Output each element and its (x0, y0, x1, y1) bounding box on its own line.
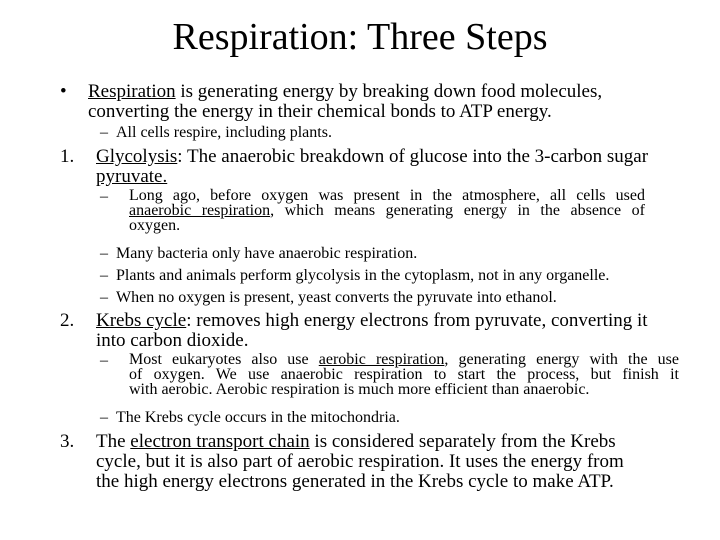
step3-pre: The (96, 431, 131, 452)
step1-sub-2 (100, 245, 680, 262)
step3-line3: the high energy electrons generated in the Krebs cycle to make ATP. (96, 471, 614, 492)
step2-text-b: into carbon dioxide. (96, 330, 249, 351)
step-number: 2. (60, 310, 75, 331)
step1-sub1-line3: oxygen. (129, 217, 181, 234)
step-number: 3. (60, 431, 75, 452)
step1-sub3-text: Plants and animals perform glycolysis in the cytoplasm, not in any organelle. (116, 267, 610, 284)
step1-sub2-text: Many bacteria only have anaerobic respiration. (116, 245, 418, 262)
step-number: 1. (60, 146, 75, 167)
bullet-marker: • (60, 81, 67, 102)
krebs-cycle-term: Krebs cycle (96, 310, 187, 331)
step2-sub1-line3: with aerobic. Aerobic respiration is much more efficient than anaerobic. (129, 381, 590, 398)
anaerobic-respiration-term: anaerobic respiration (129, 202, 271, 219)
step2-text-a: : removes high energy electrons from pyruvate, converting it (186, 310, 648, 331)
step3-line2: cycle, but it is also part of aerobic respiration. It uses the energy from (96, 451, 624, 472)
electron-transport-chain-term: electron transport chain (130, 431, 310, 452)
respiration-term: Respiration (88, 81, 176, 102)
step1-sub-3 (100, 267, 700, 284)
dash-marker: – (100, 409, 108, 426)
step2-sub1-pre: Most eukaryotes also use (129, 351, 319, 368)
step2-sub1-post: , generating energy with the use (444, 351, 679, 368)
intro-sub-item (100, 124, 660, 141)
step2-sub1-line2: of oxygen. We use anaerobic respiration to start the process, but finish it (129, 366, 679, 383)
step1-sub4-text: When no oxygen is present, yeast converts the pyruvate into ethanol. (116, 289, 557, 306)
step2-sub-2 (100, 409, 680, 426)
dash-marker: – (100, 289, 108, 306)
glycolysis-term: Glycolysis (96, 146, 178, 167)
slide-title: Respiration: Three Steps (172, 16, 548, 58)
intro-text-line1: is generating energy by breaking down food molecules, (175, 81, 603, 102)
dash-marker: – (100, 352, 108, 369)
dash-marker: – (100, 245, 108, 262)
step1-sub1-line2: , which means generating energy in the absence of (270, 202, 645, 219)
aerobic-respiration-term: aerobic respiration (318, 351, 445, 368)
dash-marker: – (100, 124, 108, 141)
dash-marker: – (100, 267, 108, 284)
step1-sub1-line1: Long ago, before oxygen was present in the atmosphere, all cells used (129, 187, 645, 204)
step1-text-b: pyruvate. (96, 166, 168, 187)
step1-sub-4 (100, 289, 680, 306)
intro-sub-text: All cells respire, including plants. (116, 124, 332, 141)
step3-line1-post: is considered separately from the Krebs (309, 431, 616, 452)
step2-sub2-text: The Krebs cycle occurs in the mitochondria. (116, 409, 400, 426)
step1-text-a: : The anaerobic breakdown of glucose into the 3-carbon sugar (177, 146, 649, 167)
dash-marker: – (100, 188, 108, 205)
intro-text-line2: converting the energy in their chemical bonds to ATP energy. (88, 101, 552, 122)
